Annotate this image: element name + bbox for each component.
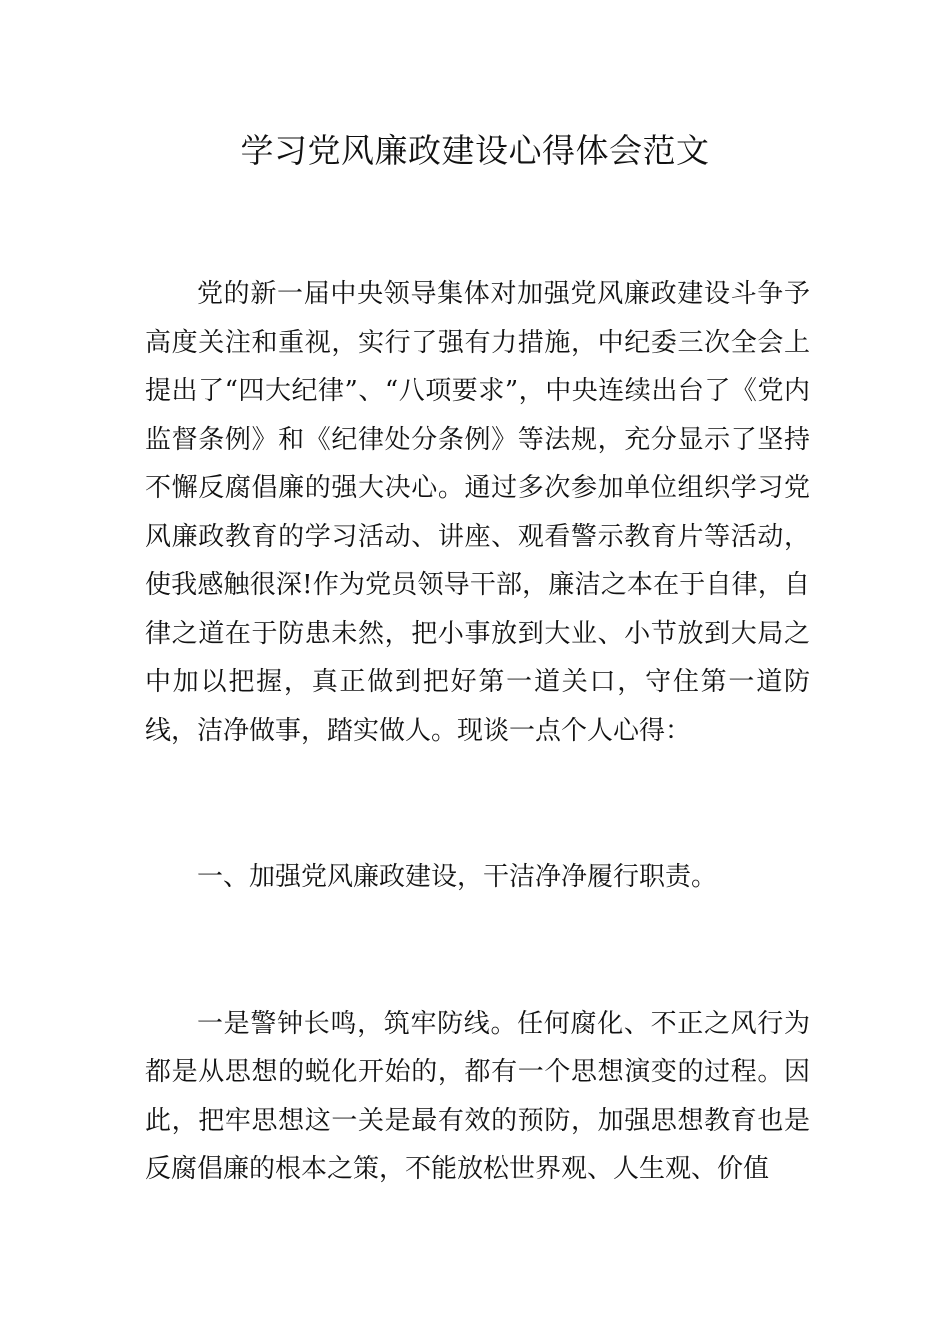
body-paragraph-point-one: 一是警钟长鸣，筑牢防线。任何腐化、不正之风行为都是从思想的蜕化开始的，都有一个思想演变的过程。因此，把牢思想这一关是最有效的预防，加强思想教育也是反腐倡廉的根本之策，不能放松世界观、人生观、价值 bbox=[145, 1008, 810, 1184]
document-title: 学习党风廉政建设心得体会范文 bbox=[240, 131, 710, 170]
body-paragraph-intro: 党的新一届中央领导集体对加强党风廉政建设斗争予高度关注和重视，实行了强有力措施，中纪委三次全会上提出了“四大纪律”、“八项要求”，中央连续出台了《党内监督条例》和《纪律处分条例》等法规，充分显示了坚持不懈反腐倡廉的强大决心。通过多次参加单位组织学习党风廉政教育的学习活动、讲座、观看警示教育片等活动，使我感触很深!作为党员领导干部，廉洁之本在于自律，自律之道在于防患未然，把小事放到大业、小节放到大局之中加以把握，真正做到把好第一道关口，守住第一道防线，洁净做事，踏实做人。现谈一点个人心得： bbox=[145, 279, 810, 746]
document-body bbox=[145, 270, 810, 1194]
section-heading: 一、加强党风廉政建设，干洁净净履行职责。 bbox=[197, 862, 718, 892]
